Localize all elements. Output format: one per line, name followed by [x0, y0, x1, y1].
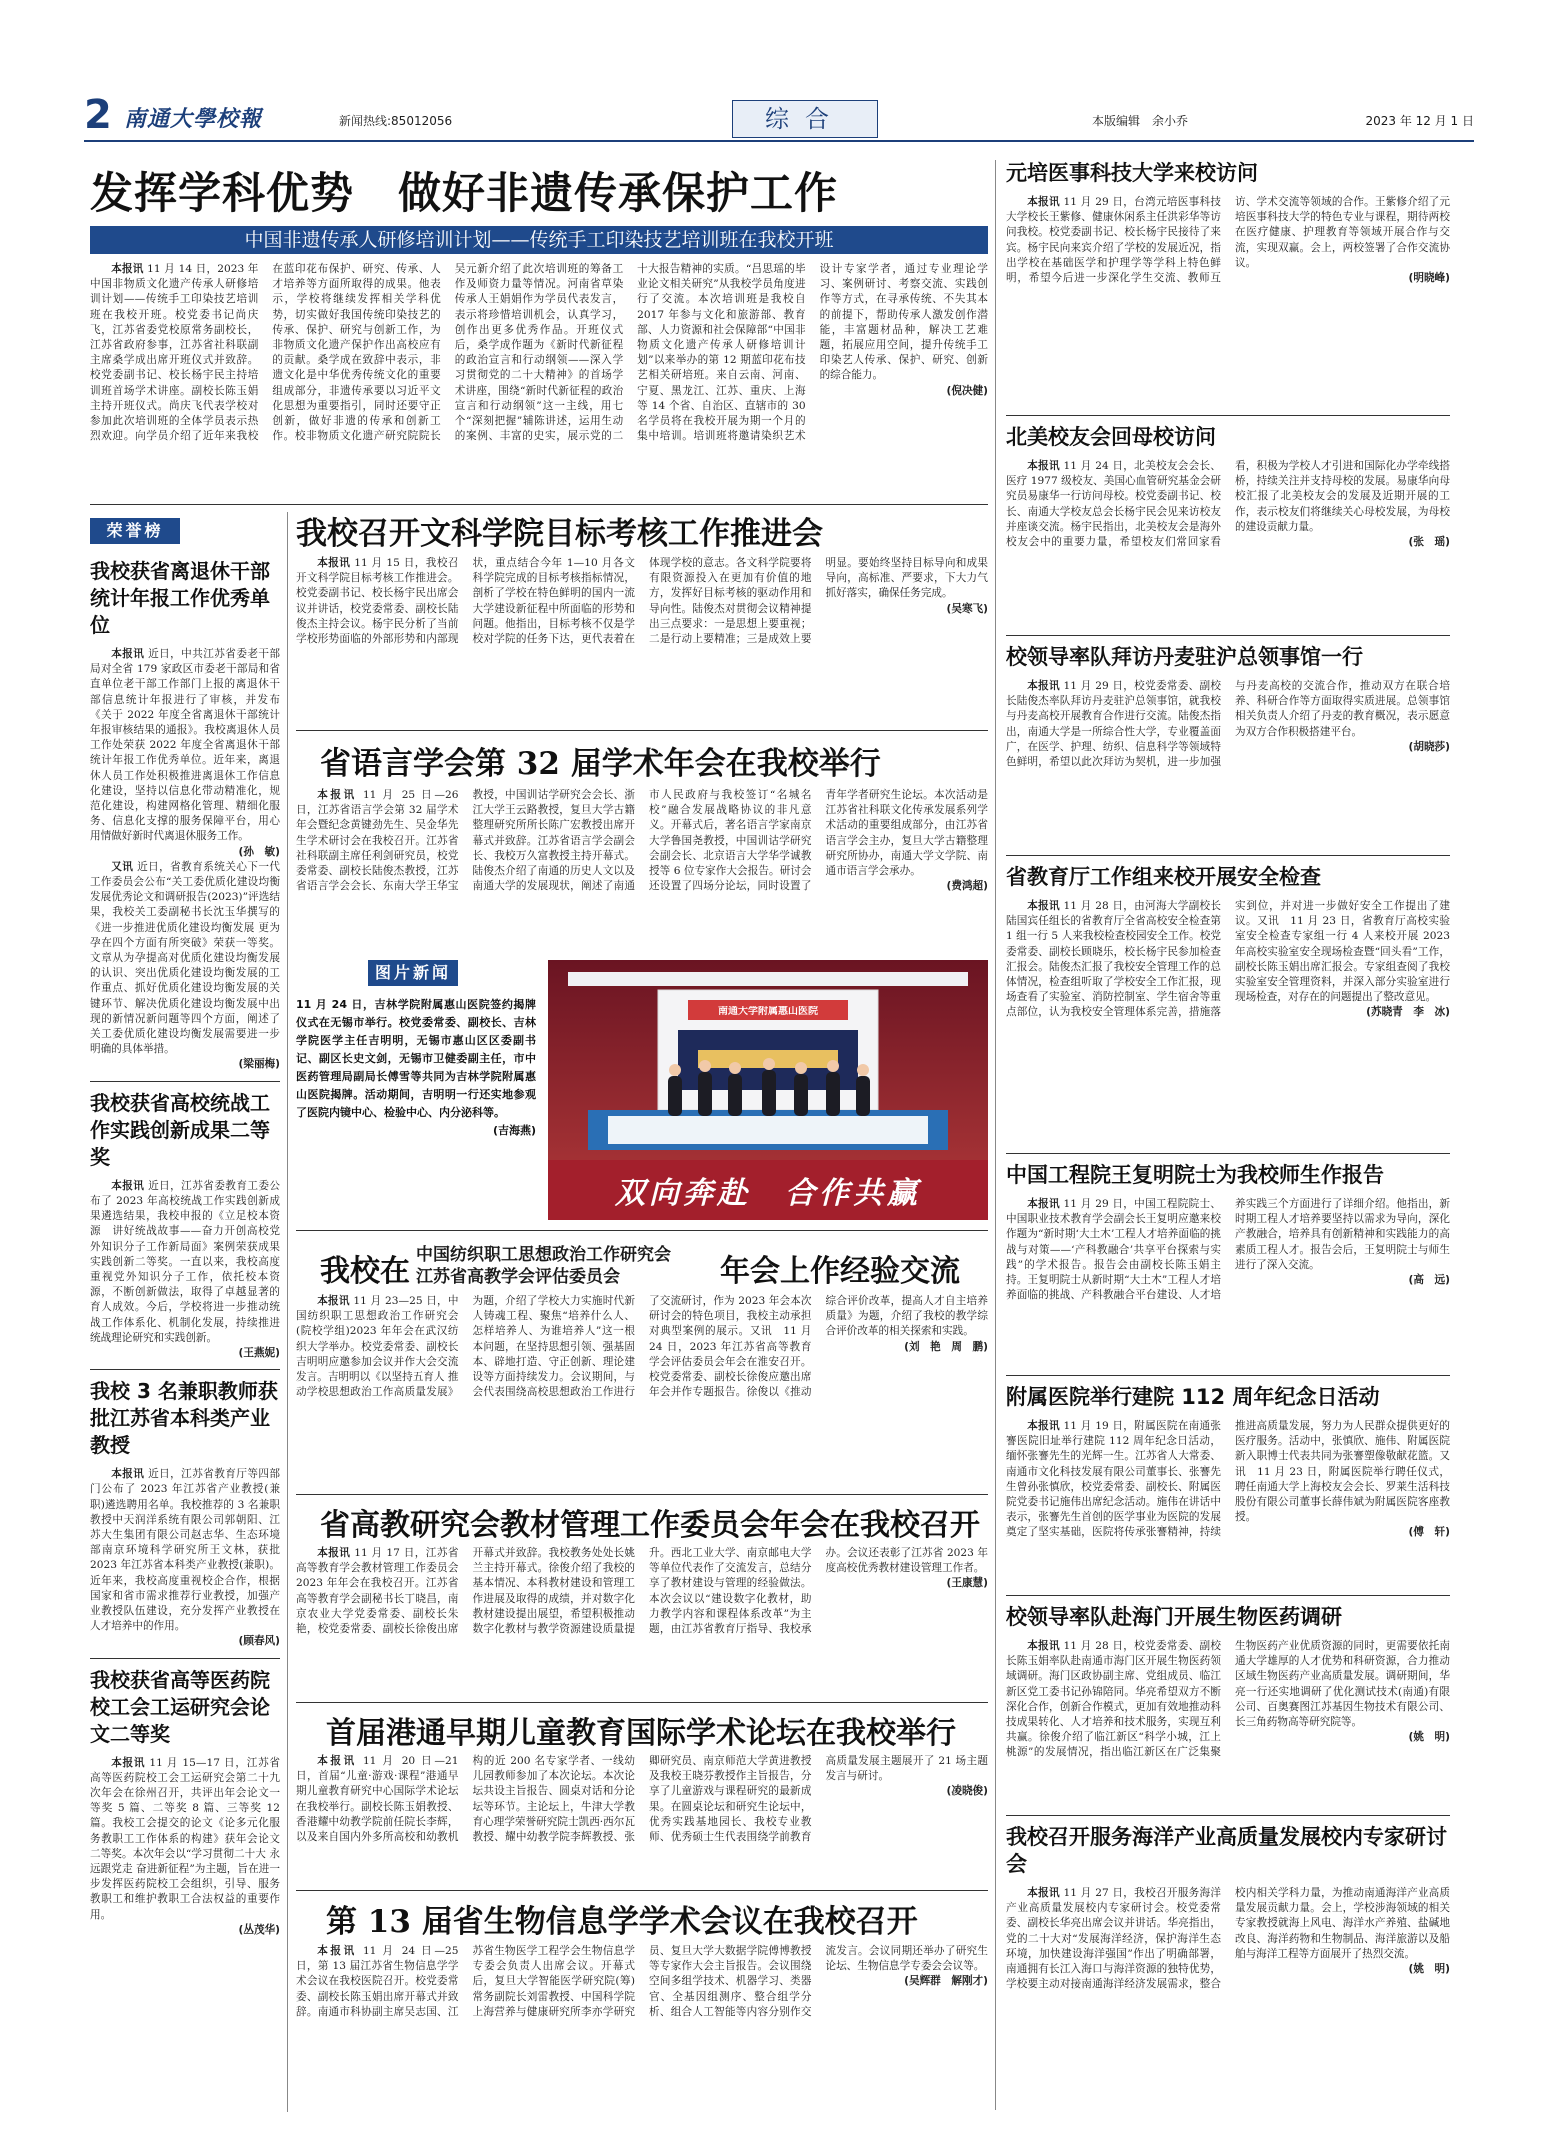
right-column [1006, 160, 1450, 2036]
textbook-headline: 省高教研究会教材管理工作委员会年会在我校召开 [320, 1508, 980, 1543]
honor-article-1: 本报讯 近日，中共江苏省委老干部局对全省 179 家政区市委老干部局和省直单位老干部工作部门上报的离退休干部信息统计年报进行了审核，并发布《关于 2022 年度全省离退休干部统计年报审核结果的通报》。我校离退休人员工作处荣获 2022 年度全省离退休干部统计年报工作优秀单位。近年来，离退休人员工作处积极推进离退休工作信息化建设，坚持以信息化带动精准化，规范化建设，构建网格化管理、精细化服务、信息化支撑的服务保障平台，用心用情做好新时代离退休服务工作。 (孙 敏) 又讯 近日，省教育系统关心下一代工作委员会公布“关工委优质化建设均衡发展优秀论文和调研报告(2023)”评选结果，我校关工委副秘书长沈玉华撰写的《进一步推进优质化建设均衡发展 更为孕在四个方面有所突破》荣获一等奖。文章从为孕提高对优质化建设均衡发展的认识、突出优质化建设均衡发展的工作重点、抓好优质化建设均衡发展的关键环节、解决优质化建设均衡发展中出现的新情况新问题等四个方面，阐述了关工委优质化建设均衡发展需要进一步明确的具体举措。 (梁丽梅) [90, 648, 280, 1071]
photo-banner: 南通大学附属惠山医院 [718, 1006, 818, 1017]
arts-headline: 我校召开文科学院目标考核工作推进会 [296, 516, 823, 552]
lead-headline: 发挥学科优势 做好非遗传承保护工作 [90, 169, 838, 219]
right-article-3: 本报讯 11 月 29 日，校党委常委、副校长陆俊杰率队拜访丹麦驻沪总领事馆，就我校与丹麦高校开展教育合作进行交流。陆俊杰指出，南通大学是一所综合性大学，专业覆盖面广，在医学、护理、纺织、信息科学等领域特色鲜明，希望以此次拜访为契机，进一步加强与丹麦高校的交流合作，推动双方在联合培养、科研合作等方面取得实质进展。总领事馆相关负责人介绍了丹麦的教育概况，表示愿意为双方合作积极搭建平台。 (胡晓莎) [1006, 680, 1450, 769]
right-article-4: 本报讯 11 月 28 日，由河海大学副校长陆国宾任组长的省教育厅全省高校安全检查第 1 组一行 5 人来我校检查校园安全工作。校党委常委、副校长顾晓乐，校长杨宇民参加检查汇报会。陆俊杰汇报了我校安全管理工作的总体情况，检查组听取了学校安全工作汇报，现场查看了实验室、消防控制室、学生宿舍等重点部位，认为我校安全管理体系完善，措施落实到位，并对进一步做好安全工作提出了建议。又讯 11 月 23 日，省教育厅高校实验室安全检查专家组一行 4 人来校开展 2023 年高校实验室安全现场检查暨“回头看”工作，副校长陈玉娟出席汇报会。专家组查阅了我校实验室安全管理资料，并深入部分实验室进行现场检查，对存在的问题提出了整改意见。 (苏晓青 李 冰) [1006, 900, 1450, 1019]
right-title-6: 附属医院举行建院 112 周年纪念日活动 [1006, 1385, 1380, 1409]
event-photo [548, 960, 988, 1220]
honor-title-4: 我校获省高等医药院校工会工运研究会论文二等奖 [90, 1667, 270, 1746]
ideology-headline: 我校在 中国纺织职工思想政治工作研究会 江苏省高教学会评估委员会 年会上作经验交流 [320, 1245, 960, 1289]
page-editor: 本版编辑 余小乔 [1092, 114, 1189, 128]
right-article-5: 本报讯 11 月 29 日，中国工程院院士、中国职业技术教育学会副会长王复明应邀来校作题为“新时期‘大土木’工程人才培养面临的挑战与对策——‘产科教融合’共享平台探索与实践”的学术报告。报告会由副校长陈玉娟主持。王复明院士从新时期“大土木”工程人才培养面临的挑战、产科教融合平台建设、人才培养实践三个方面进行了详细介绍。他指出，新时期工程人才培养要坚持以需求为导向，深化产教融合，培养具有创新精神和实践能力的高素质工程人才。报告会后，王复明院士与师生进行了深入交流。 (高 远) [1006, 1198, 1450, 1302]
lead-text: 11 月 14 日，2023 年中国非物质文化遗产传承人研修培训计划——传统手工印染技艺培训班在我校开班。校党委书记尚庆飞，江苏省委党校原常务副校长，江苏省政府参事，江苏省社科联副主席桑学成出席开班仪式并致辞。校党委副书记、校长杨宇民主持培训班首场学术讲座。副校长陈玉娟主持开班仪式。尚庆飞代表学校对参加此次培训班的全体学员表示热烈欢迎。向学员介绍了近年来我校在蓝印花布保护、研究、传承、人才培养等方面所取得的成果。他表示，学校将继续发挥相关学科优势，切实做好我国传统印染技艺的传承、保护、研究与创新工作，为非物质文化遗产保护作出高校应有的贡献。桑学成在致辞中表示，非遗文化是中华优秀传统文化的重要组成部分，非遗传承要以习近平文化思想为重要指引，同时还要守正创新，做好非遗的传承和创新工作。校非物质文化遗产研究院院长吴元新介绍了此次培训班的筹备工作及师资力量等情况。河南省草染传承人王娟娟作为学员代表发言，表示将珍惜培训机会，认真学习，创作出更多优秀作品。开班仪式后，桑学成作题为《新时代新征程的政治宣言和行动纲领——深入学习贯彻党的二十大精神》的首场学术讲座，围绕“新时代新征程的政治宣言和行动纲领”这一主线，用七个“深刻把握”辅陈讲述，运用生动的案例、丰富的史实，展示党的二十大报告精神的实质。“吕思瑶的毕业论文相关研究”从我校学员角度进行了交流。本次培训班是我校自 2017 年参与文化和旅游部、教育部、人力资源和社会保障部“中国非物质文化遗产传承人研修培训计划”以来举办的第 12 期蓝印花布技艺相关研培班。来自云南、河南、宁夏、黑龙江、江苏、重庆、上海等 14 个省、自治区、直辖市的 30 名学员将在我校开展为期一个月的集中培训。培训班将邀请染织艺术设计专家学者，通过专业理论学习、案例研讨、考察交流、实践创作等方式，在寻承传统、不失其本的前提下，帮助传承人激发创作潜能，丰富题材品种，解决工艺难题，拓展应用空间，提升传统手工印染艺人传承、保护、研究、创新的综合能力。 [90, 263, 988, 443]
masthead [84, 92, 1474, 142]
bioinfo-article-body: 本报讯 11 月 24 日—25 日，第 13 届江苏省生物信息学学术会议在我校医院召开。校党委常委、副校长陈玉娟出席开幕式并致辞。南通市科协副主席吴志国、江苏省生物医学工程学会生物信息学专委会负责人出席会议。开幕式后，复旦大学智能医学研究院(筹)常务副院长刘雷教授、中国科学院上海营养与健康研究所李亦学研究员、复旦大学大数据学院傅博教授等专家作大会主旨报告。会议围绕空间多组学技术、机器学习、类器官、全基因组测序、整合组学分析、组合人工智能等内容分别作交流发言。会议同期还举办了研究生论坛、生物信息学专委会会议等。 (吴辉群 解刚才) [296, 1945, 988, 2018]
page-number: 2 [84, 92, 112, 138]
honor-title-1: 我校获省离退休干部统计年报工作优秀单位 [90, 559, 270, 637]
paper-name: 南通大學校報 [124, 106, 263, 132]
divider [296, 1702, 988, 1703]
lead-byline: 本报讯 [111, 263, 144, 275]
language-headline: 省语言学会第 32 届学术年会在我校举行 [320, 746, 881, 782]
lead-subheadline: 中国非遗传承人研修培训计划——传统手工印染技艺培训班在我校开班 [90, 226, 988, 254]
textbook-article-body: 本报讯 11 月 17 日，江苏省高等教育学会教材管理工作委员会 2023 年年会在我校召开。江苏省高等教育学会副秘书长丁晓昌，南京农业大学党委常委、副校长朱艳，校党委常委、副校长徐俊出席开幕式并致辞。我校教务处处长姚兰主持开幕式。徐俊介绍了我校的基本情况、本科教材建设和管理工作进展及取得的成绩，并对数字化教材建设提出展望，希望积极推动数字化教材与教学资源建设质量提升。西北工业大学、南京邮电大学等单位代表作了交流发言，总结分享了教材建设与管理的经验做法。本次会议以“建设数字化教材，助力教学内容和课程体系改革”为主题，由江苏省教育厅指导、我校承办。会议还表彰了江苏省 2023 年度高校优秀教材建设管理工作者。 (王康慧) [296, 1547, 988, 1636]
lead-article-body [90, 262, 988, 498]
bioinfo-headline: 第 13 届省生物信息学学术会议在我校召开 [326, 1904, 918, 1940]
right-article-2: 本报讯 11 月 24 日，北美校友会会长、医疗 1977 级校友、美国心血管研究基金会研究员易康华一行访问母校。校党委副书记、校长、南通大学校友总会长杨宇民会见来访校友并座谈交流。杨宇民指出，北美校友会是海外校友会中的重要力量，希望校友们常回家看看，积极为学校人才引进和国际化办学牵线搭桥，持续关注并支持母校的发展。易康华向母校汇报了北美校友会的发展及近期开展的工作，表示校友们将继续关心母校发展，为母校的建设贡献力量。 (张 瑶) [1006, 460, 1450, 549]
right-article-7: 本报讯 11 月 28 日，校党委常委、副校长陈玉娟率队赴南通市海门区开展生物医药领域调研。海门区政协副主席、党组成员、临江新区党工委书记孙锦陪同。华亮希望双方不断深化合作，创新合作模式，更加有效地推动科技成果转化、人才培养和技术服务，实现互利共赢。徐俊介绍了临江新区“科学小城，江上桃源”的发展情况，指出临江新区在广泛集聚生物医药产业优质资源的同时，更需要依托南通大学雄厚的人才优势和科研资源，合力推动区域生物医药产业高质量发展。调研期间，华亮一行还实地调研了优化测试技术(南通)有限公司、百奥赛图江苏基因生物技术有限公司、长三角药物高等研究院等。 (姚 明) [1006, 1640, 1450, 1759]
right-title-5: 中国工程院王复明院士为我校师生作报告 [1006, 1163, 1384, 1187]
right-title-7: 校领导率队赴海门开展生物医药调研 [1006, 1605, 1342, 1629]
divider [296, 1494, 988, 1495]
right-title-1: 元培医事科技大学来校访问 [1006, 161, 1258, 185]
honor-title-2: 我校获省高校统战工作实践创新成果二等奖 [90, 1090, 270, 1169]
section-label: 综合 [732, 100, 878, 138]
right-article-1: 本报讯 11 月 29 日，台湾元培医事科技大学校长王紫修、健康休闲系主任洪彩华等访问我校。校党委副书记、校长杨宇民接待了来宾。杨宇民向来宾介绍了学校的发展近况，指出学校在基础医学和护理学等学科上特色鲜明，希望今后进一步深化学生交流、教师互访、学术交流等领域的合作。王紫修介绍了元培医事科技大学的特色专业与课程，期待两校在医疗健康、护理教育等领域开展合作与交流，实现双赢。会上，两校签署了合作交流协议。 (明晓峰) [1006, 196, 1450, 285]
right-title-2: 北美校友会回母校访问 [1006, 425, 1216, 449]
honor-title-3: 我校 3 名兼职教师获批江苏省本科类产业教授 [90, 1379, 278, 1458]
divider [296, 730, 988, 731]
photo-slogan: 双向奔赴 合作共赢 [615, 1176, 921, 1211]
photo-news-tag: 图片新闻 [368, 960, 458, 986]
honor-tag: 荣誉榜 [90, 518, 180, 544]
news-hotline: 新闻热线:85012056 [339, 114, 453, 128]
right-article-8: 本报讯 11 月 27 日，我校召开服务海洋产业高质量发展校内专家研讨会。校党委常委、副校长华亮出席会议并讲话。华亮指出，党的二十大对“发展海洋经济，保护海洋生态环境，加快建设海洋强国”作出了明确部署，南通拥有长江入海口与海洋资源的独特优势，学校要主动对接南通海洋经济发展需求，整合校内相关学科力量，为推动南通海洋产业高质量发展贡献力量。会上，学校涉海领域的相关专家教授就海上风电、海洋水产养殖、盐碱地改良、海洋药物和生物制品、海洋旅游以及船舶与海洋工程等方面展开了热烈交流。 (姚 明) [1006, 1887, 1450, 1991]
photo-caption: 11 月 24 日，吉林学院附属惠山医院签约揭牌仪式在无锡市举行。校党委常委、副校长、吉林学院医学主任吉明明，无锡市惠山区区委副书记、副区长史文剑，无锡市卫健委副主任，市中医药管理局副局长傅雪等共同为吉林学院附属惠山医院揭牌。活动期间，吉明明一行还实地参观了医院内镜中心、检验中心、内分泌科等。 (吉海燕) [296, 998, 536, 1137]
honor-article-2: 本报讯 近日，江苏省委教育工委公布了 2023 年高校统战工作实践创新成果遴选结果，我校申报的《立足校本资源 讲好统战故事——奋力开创高校党外知识分子工作新局面》案例荣获成果实践创新二等奖。一直以来，我校高度重视党外知识分子工作，依托校本资源，不断创新做法，取得了卓越显著的育人成效。今后，学校将进一步推动统战工作体系化、机制化发展，持续推进统战理论研究和实践创新。 (王燕妮) [90, 1179, 280, 1359]
divider [296, 1230, 988, 1231]
childhood-headline: 首届港通早期儿童教育国际学术论坛在我校举行 [326, 1716, 956, 1751]
lead-author: (倪决健) [946, 384, 988, 397]
right-title-3: 校领导率队拜访丹麦驻沪总领事馆一行 [1006, 645, 1363, 669]
honor-article-4: 本报讯 11 月 15—17 日，江苏省高等医药院校工会工运研究会第二十九次年会在徐州召开，共评出年会论文一等奖 5 篇、二等奖 8 篇、三等奖 12 篇。我校工会提交的论文《论多元化服务教职工工作体系的构建》获年会论文二等奖。本次年会以“学习贯彻二十大 永远跟党走 奋进新征程”为主题，旨在进一步发挥医药院校工会组织，引导、服务教职工和维护教职工合法权益的重要作用。 (丛茂华) [90, 1756, 280, 1936]
ideology-article-body: 本报讯 11 月 23—25 日，中国纺织职工思想政治工作研究会(院校学组)2023 年年会在武汉纺织大学举办。校党委常委、副校长吉明明应邀参加会议并作大会交流发言。吉明明以《以坚持五育人 推动学校思想政治工作高质量发展》为题，介绍了学校大力实施时代新人铸魂工程、聚焦“培养什么人、怎样培养人、为谁培养人”这一根本问题，在坚持思想引领、强基固本、辟地打造、守正创新、理论建设等方面持续发力。会议期间，与会代表围绕高校思想政治工作进行了交流研讨，作为 2023 年会本次研讨会的特色项目，我校主动承担对典型案例的展示。又讯 11 月 24 日，2023 年江苏省高等教育学会评估委员会年会在淮安召开。校党委常委、副校长徐俊应邀出席年会并作专题报告。徐俊以《推动综合评价改革，提高人才自主培养质量》为题，介绍了我校的教学综合评价改革的相关探索和实践。 (刘 艳 周 鹏) [296, 1295, 988, 1399]
right-title-8: 我校召开服务海洋产业高质量发展校内专家研讨会 [1006, 1825, 1447, 1876]
right-article-6: 本报讯 11 月 19 日，附属医院在南通张謇医院旧址举行建院 112 周年纪念日活动，缅怀张謇先生的光辉一生。江苏省人大常委、南通市文化科技发展有限公司董事长、张謇先生曾孙张慎欣，校党委常委、副校长、附属医院党委书记施伟出席纪念活动。施伟在讲话中表示，张謇先生首创的医学事业为医院的发展奠定了坚实基础，医院将传承张謇精神，持续推进高质量发展，努力为人民群众提供更好的医疗服务。活动中，张慎欣、施伟、附属医院新入职博士代表共同为张謇塑像敬献花篮。又讯 11 月 23 日，附属医院举行聘任仪式，聘任南通大学上海校友会会长、罗莱生活科技股份有限公司董事长薛伟斌为附属医院客座教授。 (傅 轩) [1006, 1420, 1450, 1539]
divider [296, 1890, 988, 1891]
issue-date: 2023 年 12 月 1 日 [1365, 114, 1474, 128]
childhood-article-body: 本报讯 11 月 20 日—21 日，首届“儿童·游戏·课程”港通早期儿童教育研究中心国际学术论坛在我校举行。副校长陈玉娟教授、香港耀中幼教学院前任院长李辉，以及来自国内外多所高校和幼教机构的近 200 名专家学者、一线幼儿园教师参加了本次论坛。本次论坛共设主旨报告、圆桌对话和分论坛等环节。主论坛上，牛津大学教育心理学荣誉研究院士凯西·西尔瓦教授、耀中幼教学院李辉教授、张卿研究员、南京师范大学黄进教授及我校王晓芬教授作主旨报告，分享了儿童游戏与课程研究的最新成果。在圆桌论坛和研究生论坛中，优秀实践基地园长、我校专业教师、优秀硕士生代表围绕学前教育高质量发展主题展开了 21 场主题发言与研讨。 (凌晓俊) [296, 1755, 988, 1844]
divider [90, 504, 988, 505]
honor-article-3: 本报讯 近日，江苏省教育厅等四部门公布了 2023 年江苏省产业教授(兼职)遴选聘用名单。我校推荐的 3 名兼职教授中天润洋系统有限公司郭朝阳、江苏大生集团有限公司赵志华、生态环境部南京环境科学研究所王文林，获批 2023 年江苏省本科类产业教授(兼职)。近年来，我校高度重视校企合作，根据国家和省市需求推荐行业教授，加强产业教授队伍建设，充分发挥产业教授在人才培养中的作用。 (顾春风) [90, 1468, 280, 1648]
right-title-4: 省教育厅工作组来校开展安全检查 [1006, 865, 1321, 889]
column-divider [287, 512, 288, 2112]
arts-article-body: 本报讯 11 月 15 日，我校召开文科学院目标考核工作推进会。校党委副书记、校长杨宇民出席会议并讲话，校党委常委、副校长陆俊杰主持会议。杨宇民分析了当前学校形势面临的外部形势和内部现状，重点结合今年 1—10 月各文科学院完成的目标考核指标情况，剖析了学校在特色鲜明的国内一流大学建设新征程中所面临的形势和问题。他指出，目标考核不仅是学校对学院的任务下达，更代表着在体现学校的意志。各文科学院要将有限资源投入在更加有价值的地方，发挥好目标考核的驱动作用和导向性。陆俊杰对贯彻会议精神提出三点要求：一是思想上要重视；二是行动上要精准；三是成效上要明显。要始终坚持目标导向和成果导向，高标准、严要求，下大力气抓好落实，确保任务完成。 (吴寒飞) [296, 557, 988, 646]
honor-column [90, 552, 280, 2102]
language-article-body: 本报讯 11 月 25 日—26 日，江苏省语言学会第 32 届学术年会暨纪念黄键劲先生、吴金华先生学术研讨会在我校召开。江苏省社科联副主席任利剑研究员，校党委常委、副校长陆俊杰教授，江苏省语言学会会长、东南大学王华宝教授，中国训诂学研究会会长、浙江大学王云路教授，复旦大学古籍整理研究所所长陈广宏教授出席开幕式并致辞。江苏省语言学会副会长、我校万久富教授主持开幕式。陆俊杰介绍了南通的历史人文以及南通大学的发展现状，阐述了南通市人民政府与我校签订“名城名校”融合发展战略协议的非凡意义。开幕式后，著名语言学家南京大学鲁国尧教授，中国训诂学研究会副会长、北京语言大学华学诚教授等 6 位专家作大会报告。研讨会还设置了四场分论坛，同时设置了青年学者研究生论坛。本次活动是江苏省社科联文化传承发展系列学术活动的重要组成部分，由江苏省语言学会主办，复旦大学古籍整理研究所协办，南通大学文学院、南通市语言学会承办。 (费鸿超) [296, 789, 988, 893]
column-divider [995, 160, 996, 2110]
